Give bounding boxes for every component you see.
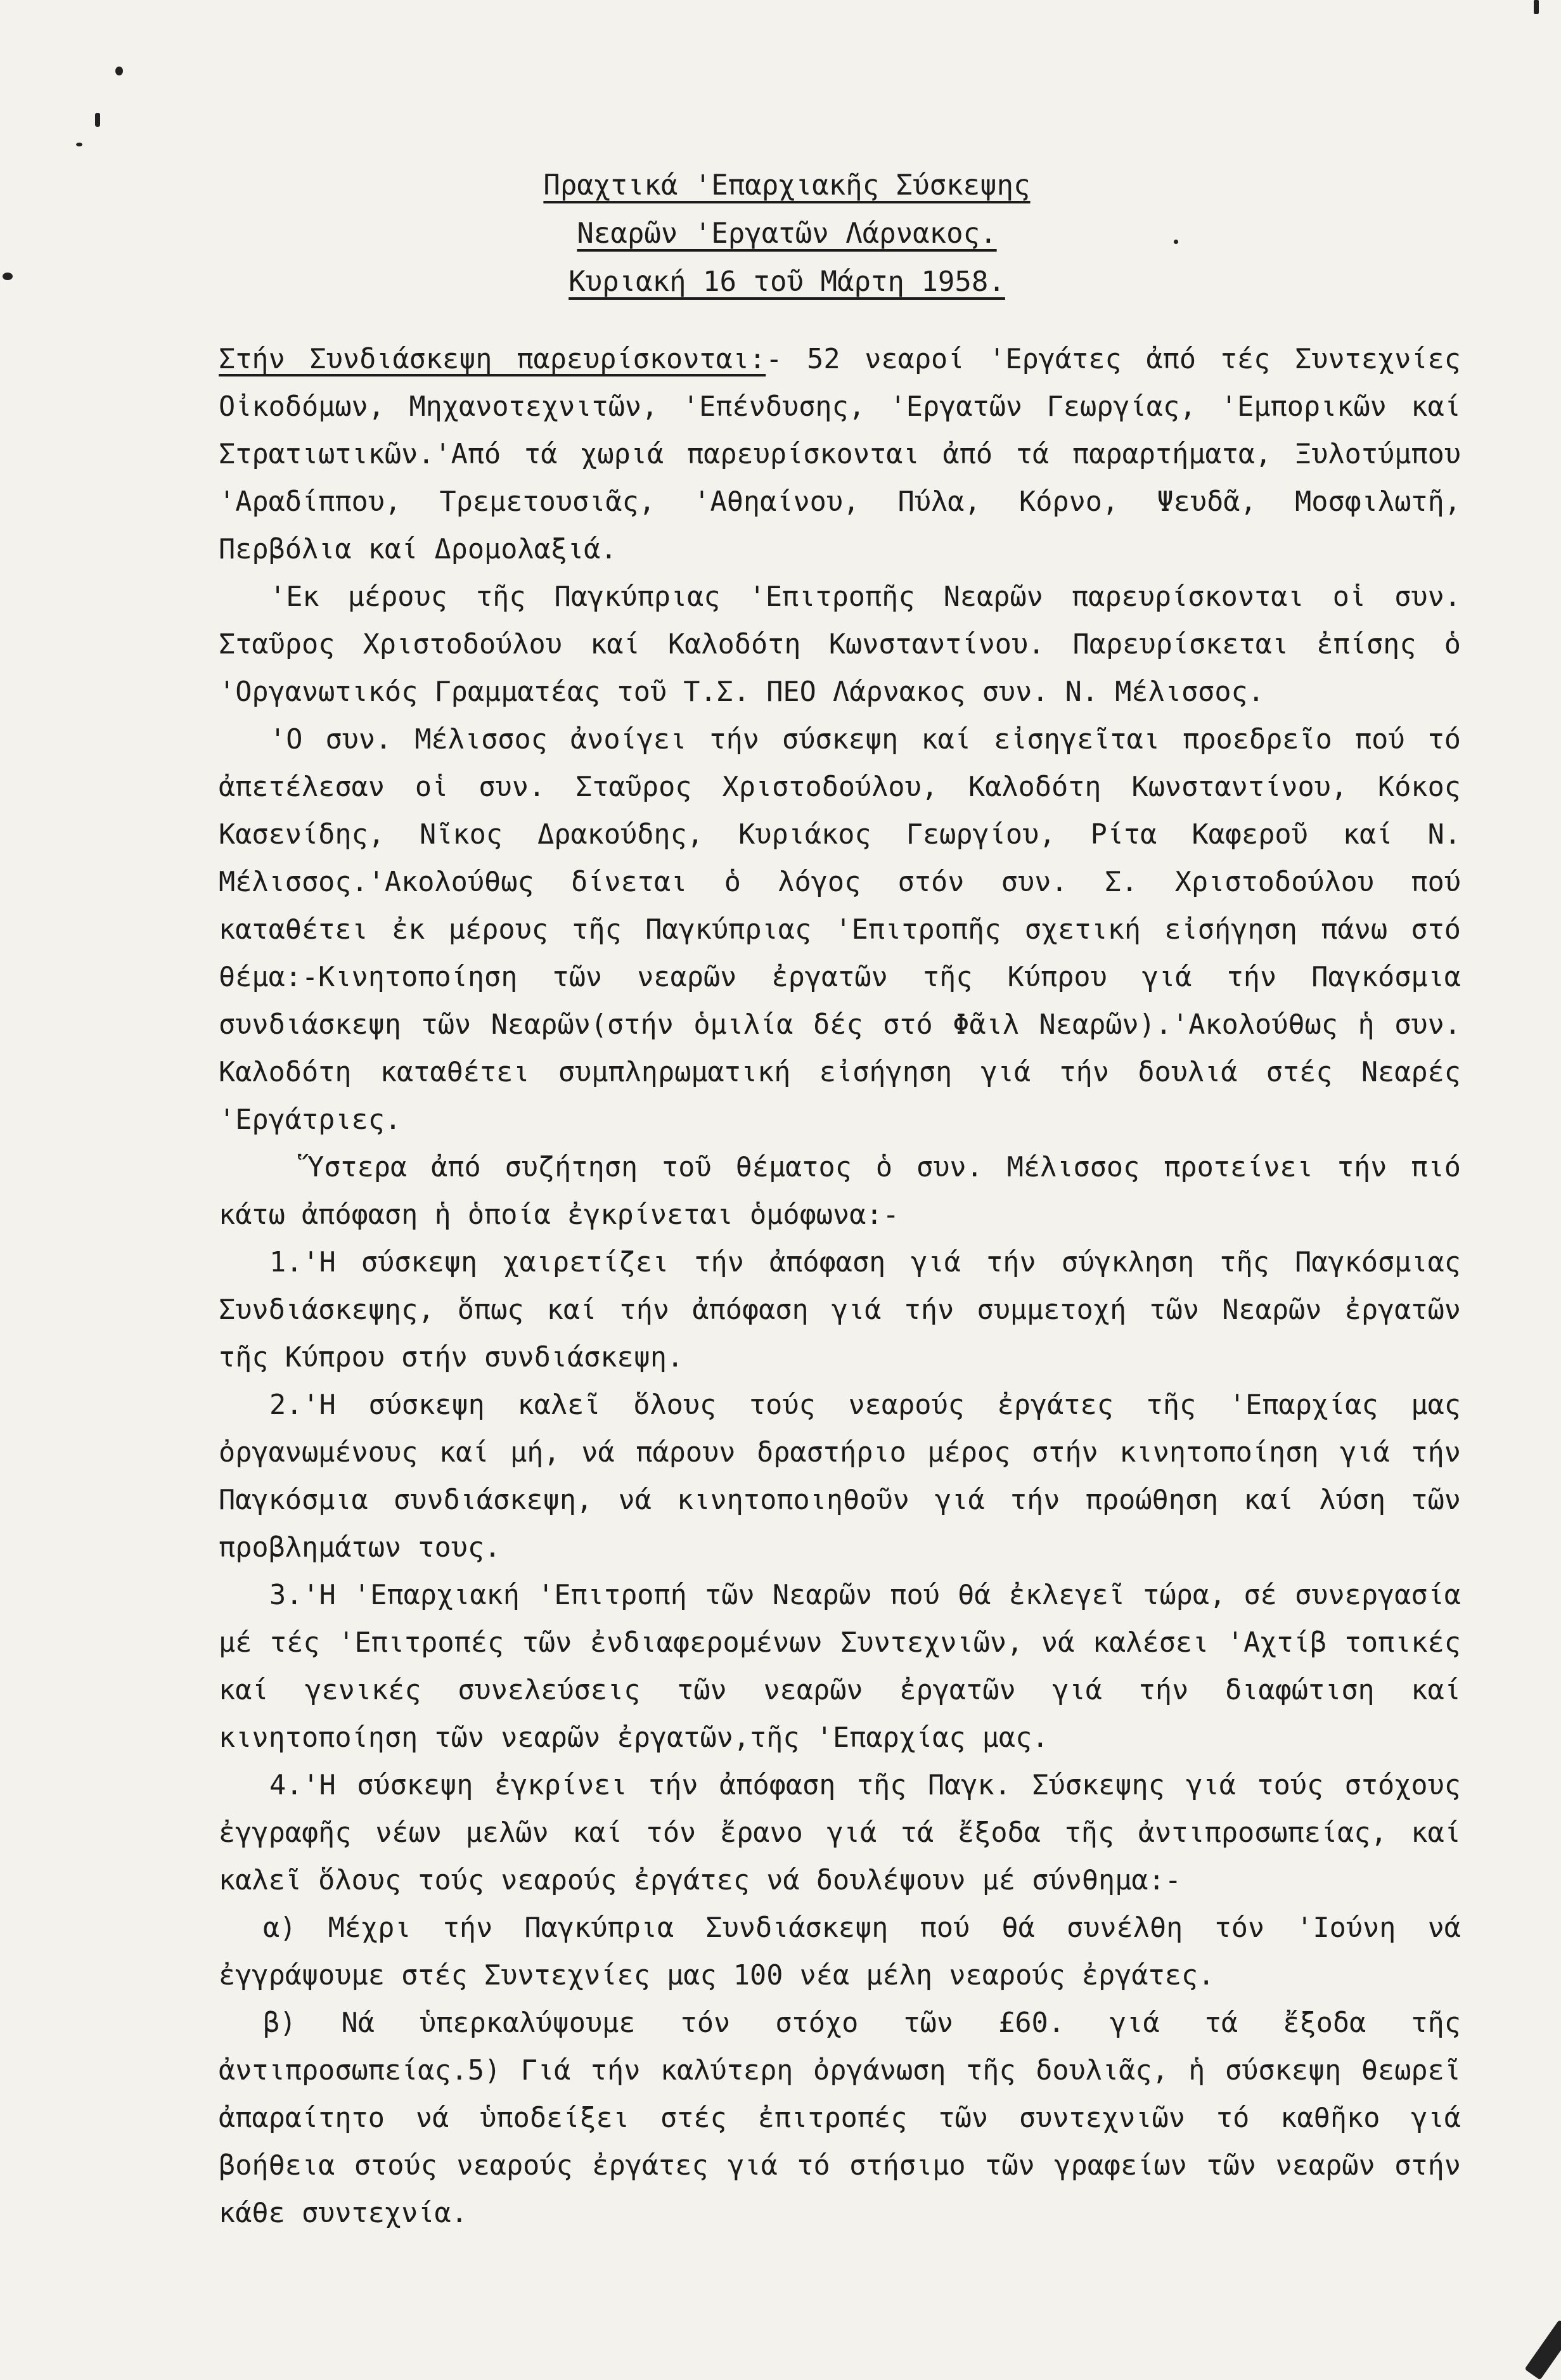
decision-subitem-b: β) Νά ὑπερκαλύψουμε τόν στόχο τῶν £60. γιά τά ἔξοδα τῆς ἀντιπροσωπείας.5) Γιά τήν καλύτερη ὀργάνωση τῆς δουλιᾶς, ἡ σύσκεψη θεωρεῖ ἀπαραίτητο νά ὑποδείξει στές ἐπιτροπές τῶν συντεχνιῶν τό καθῆκο γιά βοήθεια στούς νεαρούς ἐργάτες γιά τό στήσιμο τῶν γραφείων τῶν νεαρῶν στήν κάθε συντεχνία. (219, 2007, 1461, 2229)
paragraph-committee: 'Εκ μέρους τῆς Παγκύπριας 'Επιτροπῆς Νεαρῶν παρευρίσκονται οἱ συν. Σταῦρος Χριστοδούλου καί Καλοδότη Κωνσταντίνου. Παρευρίσκεται ἐπίσης ὁ 'Οργανωτικός Γραμματέας τοῦ Τ.Σ. ΠΕΟ Λάρνακος συν. Ν. Μέλισσος. (219, 581, 1461, 708)
scan-speck (95, 113, 100, 127)
decision-item-4: 4.'Η σύσκεψη ἐγκρίνει τήν ἀπόφαση τῆς Παγκ. Σύσκεψης γιά τούς στόχους ἐγγραφῆς νέων μελῶν καί τόν ἔρανο γιά τά ἔξοδα τῆς ἀντιπροσωπείας, καί καλεῖ ὅλους τούς νεαρούς ἐργάτες νά δουλέψουν μέ σύνθημα:- (219, 1770, 1461, 1896)
paragraph-decision-intro: Ὕστερα ἀπό συζήτηση τοῦ θέματος ὁ συν. Μέλισσος προτείνει τήν πιό κάτω ἀπόφαση ἡ ὁποία ἐγκρίνεται ὁμόφωνα:- (219, 1152, 1461, 1231)
paragraph-proceedings: 'Ο συν. Μέλισσος ἀνοίγει τήν σύσκεψη καί εἰσηγεῖται προεδρεῖο πού τό ἀπετέλεσαν οἱ συν. Σταῦρος Χριστοδούλου, Καλοδότη Κωνσταντίνου, Κόκος Κασενίδης, Νῖκος Δρακούδης, Κυριάκος Γεωργίου, Ρίτα Καφεροῦ καί Ν. Μέλισσος.'Ακολούθως δίνεται ὁ λόγος στόν συν. Σ. Χριστοδούλου πού καταθέτει ἐκ μέρους τῆς Παγκύπριας 'Επιτροπῆς σχετική εἰσήγηση πάνω στό θέμα:-Κινητοποίηση τῶν νεαρῶν ἐργατῶν τῆς Κύπρου γιά τήν Παγκόσμια συνδιάσκεψη τῶν Νεαρῶν(στήν ὁμιλία δές στό Φᾶιλ Νεαρῶν).'Ακολούθως ἡ συν. Καλοδότη καταθέτει συμπληρωματική εἰσήγηση γιά τήν δουλιά στές Νεαρές 'Εργάτριες. (219, 724, 1461, 1136)
scan-speck (1534, 0, 1539, 14)
scan-speck (3, 273, 13, 280)
decision-item-3: 3.'Η 'Επαρχιακή 'Επιτροπή τῶν Νεαρῶν πού θά ἐκλεγεῖ τώρα, σέ συνεργασία μέ τές 'Επιτροπές τῶν ἐνδιαφερομένων Συντεχνιῶν, νά καλέσει 'Αχτίβ τοπικές καί γενικές συνελεύσεις τῶν νεαρῶν ἐργατῶν γιά τήν διαφώτιση καί κινητοποίηση τῶν νεαρῶν ἐργατῶν,τῆς 'Επαρχίας μας. (219, 1579, 1461, 1754)
scan-speck (76, 143, 82, 146)
scan-speck (1174, 240, 1178, 244)
scan-speck (1524, 2320, 1561, 2380)
document-title (0, 162, 1561, 306)
scan-speck (115, 67, 123, 75)
title-line-1: Πραχτικά 'Επαρχιακῆς Σύσκεψης (543, 169, 1031, 202)
decision-item-2: 2.'Η σύσκεψη καλεῖ ὅλους τούς νεαρούς ἐργάτες τῆς 'Επαρχίας μας ὀργανωμένους καί μή, νά πάρουν δραστήριο μέρος στήν κινητοποίηση γιά τήν Παγκόσμια συνδιάσκεψη, νά κινητοποιηθοῦν γιά τήν προώθηση καί λύση τῶν προβλημάτων τους. (219, 1389, 1461, 1564)
attendance-text: - 52 νεαροί 'Εργάτες ἀπό τές Συντεχνίες Οἰκοδόμων, Μηχανοτεχνιτῶν, 'Επένδυσης, 'Εργατῶν Γεωργίας, 'Εμπορικῶν καί Στρατιωτικῶν.'Από τά χωριά παρευρίσκονται ἀπό τά παραρτήματα, Ξυλοτύμπου 'Αραδίππου, Τρεμετουσιᾶς, 'Αθηαίνου, Πύλα, Κόρνο, Ψευδᾶ, Μοσφιλωτῆ, Περβόλια καί Δρομολαξιά. (219, 344, 1461, 565)
attendance-paragraph (219, 336, 1461, 574)
attendance-lead: Στήν Συνδιάσκεψη παρευρίσκονται: (219, 344, 766, 375)
decision-item-1: 1.'Η σύσκεψη χαιρετίζει τήν ἀπόφαση γιά τήν σύγκληση τῆς Παγκόσμιας Συνδιάσκεψης, ὅπως καί τήν ἀπόφαση γιά τήν συμμετοχή τῶν Νεαρῶν ἐργατῶν τῆς Κύπρου στήν συνδιάσκεψη. (219, 1247, 1461, 1373)
title-line-2: Νεαρῶν 'Εργατῶν Λάρνακος. (577, 217, 997, 250)
decision-subitem-a: α) Μέχρι τήν Παγκύπρια Συνδιάσκεψη πού θά συνέλθη τόν 'Ιούνη νά ἐγγράψουμε στές Συντεχνίες μας 100 νέα μέλη νεαρούς ἐργάτες. (219, 1912, 1461, 1991)
document-body (219, 336, 1461, 2237)
title-line-3: Κυριακή 16 τοῦ Μάρτη 1958. (569, 266, 1005, 298)
